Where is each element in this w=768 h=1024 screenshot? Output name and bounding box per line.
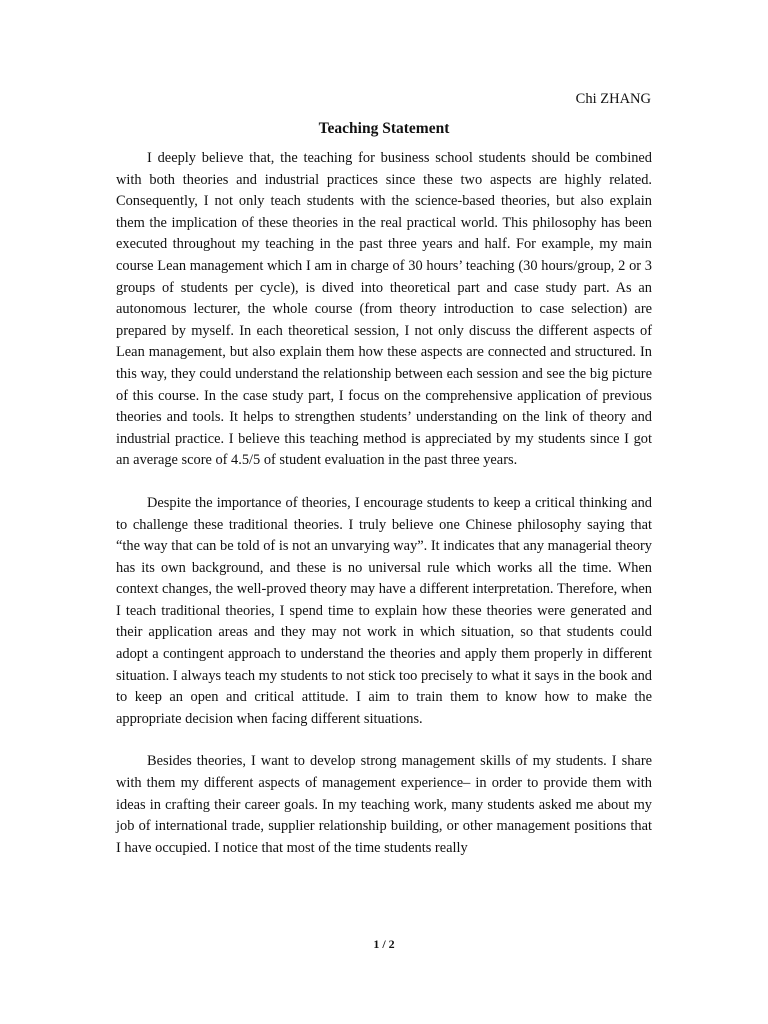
- paragraph-3: Besides theories, I want to develop strong management skills of my students. I share with them my different aspects of management experience– in order to provide them with ideas in crafting their career goals. In my teaching work, many students asked me about my job of international trade, supplier relationship building, or other management positions that I have occupied. I notice that most of the time students really: [116, 753, 652, 856]
- paragraph-1: I deeply believe that, the teaching for business school students should be combined with both theories and industrial practices since these two aspects are highly related. Consequently, I not only teach students with the science-based theories, but also explain them the implication of these theories in the real practical world. This philosophy has been executed throughout my teaching in the past three years and half. For example, my main course Lean management which I am in charge of 30 hours’ teaching (30 hours/group, 2 or 3 groups of students per cycle), is dived into theoretical part and case study part. As an autonomous lecturer, the whole course (from theory introduction to case selection) are prepared by myself. In each theoretical session, I not only discuss the different aspects of Lean management, but also explain them how these aspects are connected and structured. In this way, they could understand the relationship between each session and see the big picture of this course. In the case study part, I focus on the comprehensive application of previous theories and tools. It helps to strengthen students’ understanding on the link of theory and industrial practice. I believe this teaching method is appreciated by my students since I got an average score of 4.5/5 of student evaluation in the past three years.: [116, 150, 652, 469]
- document-title: Teaching Statement: [318, 120, 450, 137]
- page-number: 1 / 2: [373, 937, 395, 951]
- author-name: Chi ZHANG: [575, 91, 651, 107]
- body-text: [116, 148, 652, 880]
- paragraph-2: Despite the importance of theories, I encourage students to keep a critical thinking and to challenge these traditional theories. I truly believe one Chinese philosophy saying that “the way that can be told of is not an unvarying way”. It indicates that any managerial theory has its own background, and these is no universal rule which works all the time. When context changes, the well-proved theory may have a different interpretation. Therefore, when I teach traditional theories, I spend time to explain how these theories were generated and their application areas and they may not work in which situation, so that students could adopt a contingent approach to understand the theories and apply them properly in different situation. I always teach my students to not stick too precisely to what it says in the book and to keep an open and critical attitude. I aim to train them to know how to make the appropriate decision when facing different situations.: [116, 494, 652, 727]
